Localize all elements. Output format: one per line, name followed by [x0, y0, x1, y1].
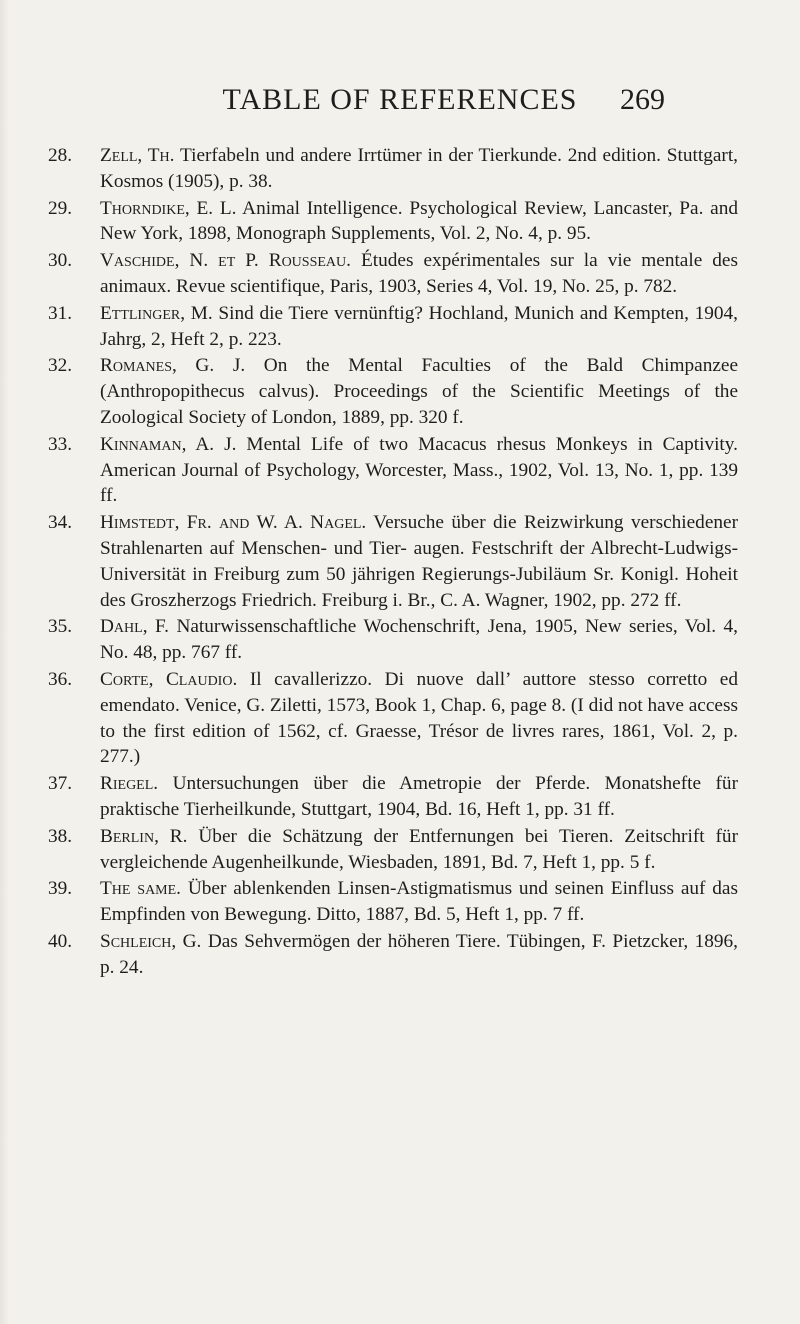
reference-entry: [48, 196, 738, 248]
reference-entry: [48, 771, 738, 823]
reference-number: 38.: [48, 825, 73, 847]
reference-entry: [48, 143, 738, 195]
reference-text: Sind die Tiere vernünftig? Hochland, Munich and Kempten, 1904, Jahrg, 2, Heft 2, p. 223.: [100, 302, 738, 350]
reference-text: Études expérimentales sur la vie mentale des animaux. Revue scientifique, Paris, 1903, Series 4, Vol. 19, No. 25, p. 782.: [100, 250, 738, 297]
reference-text: Tierfabeln und andere Irrtümer in der Tierkunde. 2nd edition. Stuttgart, Kosmos (1905), p. 38.: [100, 145, 739, 192]
reference-number: 31.: [48, 302, 73, 324]
page-header: [0, 82, 800, 122]
reference-author: Riegel.: [100, 773, 159, 795]
reference-entry: [48, 301, 738, 353]
reference-number: 40.: [48, 930, 73, 952]
reference-author: Zell, Th.: [100, 145, 175, 166]
reference-number: 37.: [48, 773, 73, 795]
reference-text: On the Mental Faculties of the Bald Chimpanzee (Anthropopithecus calvus). Proceedings of the Scientific Meetings of the Zoological Society of London, 1889, pp. 320 f.: [100, 355, 739, 428]
reference-author: Ettlinger, M.: [100, 302, 213, 324]
reference-text: Über ablenkenden Linsen-Astigmatismus und seinen Einfluss auf das Empfinden von Bewegung. Ditto, 1887, Bd. 5, Heft 1, pp. 7 ff.: [100, 878, 738, 926]
page-number: 269: [620, 83, 665, 116]
reference-text: Mental Life of two Macacus rhesus Monkeys in Captivity. American Journal of Psychology, Worcester, Mass., 1902, Vol. 13, No. 1, pp. 139 ff.: [100, 433, 739, 507]
page-edge: [0, 0, 9, 1324]
reference-entry: [48, 614, 738, 666]
reference-entry: [48, 824, 738, 876]
reference-author: Romanes, G. J.: [100, 355, 246, 377]
reference-text: Animal Intelligence. Psychological Review, Lancaster, Pa. and New York, 1898, Monograph Supplements, Vol. 2, No. 4, p. 95.: [100, 197, 738, 245]
reference-entry: [48, 929, 738, 981]
reference-list: [48, 143, 738, 982]
reference-entry: [48, 248, 738, 300]
reference-author: Vaschide, N. et P. Rousseau.: [100, 250, 351, 272]
reference-number: 33.: [48, 433, 73, 455]
reference-author: Berlin, R.: [100, 825, 188, 847]
reference-author: The same.: [100, 878, 181, 900]
reference-author: Kinnaman, A. J.: [100, 433, 237, 455]
reference-number: 34.: [48, 512, 73, 534]
reference-text: Untersuchungen über die Ametropie der Pferde. Monatshefte für praktische Tierheilkunde, Stuttgart, 1904, Bd. 16, Heft 1, pp. 31 ff.: [100, 773, 738, 820]
reference-entry: [48, 432, 738, 509]
reference-text: Das Sehvermögen der höheren Tiere. Tübingen, F. Pietzcker, 1896, p. 24.: [100, 930, 738, 978]
reference-text: Versuche über die Reizwirkung verschiedener Strahlenarten auf Menschen- und Tier- augen. Festschrift der Albrecht-Ludwigs-Universität in Freiburg zum 50 jährigen Regierungs-Jubiläum Sr. Konigl. Hoheit des Groszherzogs Friedrich. Freiburg i. Br., C. A. Wagner, 1902, pp. 272 ff.: [100, 512, 739, 611]
reference-number: 28.: [48, 145, 73, 166]
reference-text: Il cavallerizzo. Di nuove dall’ auttore stesso corretto ed emendato. Venice, G. Ziletti, 1573, Book 1, Chap. 6, page 8. (I did not have access to the first edition of 1562, cf. Graesse, Trésor de livres rares, 1861, Vol. 2, p. 277.): [100, 668, 738, 768]
reference-number: 32.: [48, 355, 73, 377]
reference-author: Corte, Claudio.: [100, 668, 238, 690]
reference-text: Naturwissenschaftliche Wochenschrift, Jena, 1905, New series, Vol. 4, No. 48, pp. 767 ff.: [100, 616, 738, 664]
reference-number: 36.: [48, 668, 73, 690]
reference-entry: [48, 353, 738, 430]
reference-author: Himstedt, Fr. and W. A. Nagel.: [100, 512, 367, 534]
reference-number: 30.: [48, 250, 73, 272]
running-title: TABLE OF REFERENCES: [222, 83, 578, 116]
reference-entry: [48, 667, 738, 770]
reference-author: Dahl, F.: [100, 616, 169, 638]
reference-author: Thorndike, E. L.: [100, 197, 237, 219]
reference-entry: [48, 876, 738, 928]
reference-text: Über die Schätzung der Entfernungen bei Tieren. Zeitschrift für vergleichende Augenheilkunde, Wiesbaden, 1891, Bd. 7, Heft 1, pp. 5 f.: [100, 825, 738, 873]
reference-author: Schleich, G.: [100, 930, 202, 952]
reference-number: 39.: [48, 878, 73, 900]
reference-number: 29.: [48, 197, 73, 219]
reference-entry: [48, 510, 738, 613]
reference-number: 35.: [48, 616, 73, 638]
